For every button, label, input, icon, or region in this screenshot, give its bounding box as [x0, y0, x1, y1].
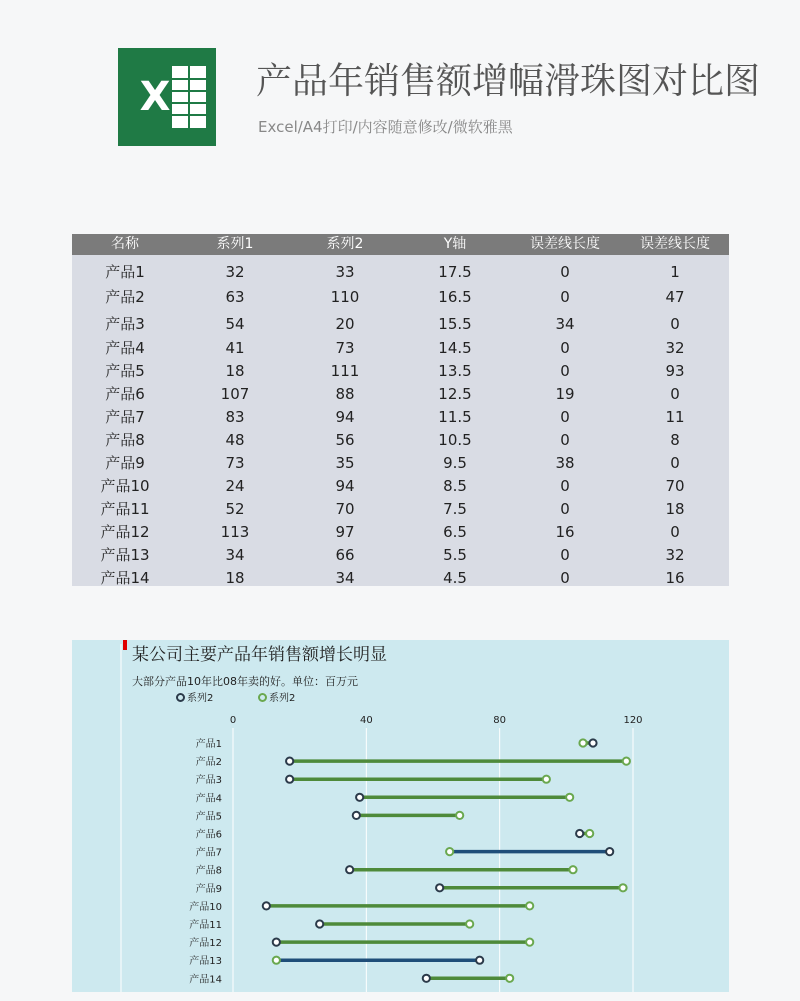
y-axis-value-cell: 12.5 — [438, 385, 472, 403]
category-label: 产品9 — [195, 883, 222, 895]
series1-value-cell: 34 — [225, 546, 245, 564]
category-label: 产品11 — [189, 920, 222, 931]
category-label: 产品10 — [189, 901, 222, 913]
error-bar-length-cell: 70 — [665, 477, 685, 495]
category-label: 产品14 — [189, 974, 222, 986]
table-row — [72, 360, 729, 383]
row-name-cell: 产品10 — [100, 477, 150, 495]
error-bar-length-cell: 0 — [670, 315, 680, 333]
error-bar-length-cell: 19 — [555, 385, 575, 403]
category-label: 产品6 — [195, 829, 222, 841]
series2-value-cell: 94 — [335, 477, 355, 495]
column-header: 误差线长度 — [530, 236, 600, 252]
column-header: Y轴 — [443, 236, 467, 252]
series1-value-cell: 73 — [225, 454, 245, 472]
table-header — [72, 234, 729, 255]
series1-value-cell: 24 — [225, 477, 245, 495]
error-bar-length-cell: 0 — [560, 546, 570, 564]
row-name-cell: 产品3 — [105, 315, 145, 333]
row-name-cell: 产品5 — [105, 362, 145, 380]
row-name-cell: 产品1 — [105, 263, 145, 281]
data-table — [72, 234, 729, 586]
legend-label: 系列2 — [269, 693, 296, 704]
series2-value-cell: 110 — [330, 288, 360, 306]
series2-value-cell: 97 — [335, 523, 355, 541]
series1-value-cell: 113 — [220, 523, 250, 541]
x-tick-label: 40 — [359, 715, 373, 726]
error-bar-length-cell: 11 — [665, 408, 685, 426]
y-axis-value-cell: 15.5 — [438, 315, 472, 333]
table-row — [72, 286, 729, 309]
error-bar-length-cell: 0 — [560, 288, 570, 306]
series1-point — [263, 902, 270, 909]
series1-value-cell: 63 — [225, 288, 245, 306]
excel-logo-letter: X — [139, 74, 171, 120]
series1-point — [589, 739, 596, 746]
column-header: 名称 — [111, 236, 139, 252]
series1-value-cell: 83 — [225, 408, 245, 426]
error-bar-length-cell: 32 — [665, 339, 685, 357]
category-label: 产品12 — [189, 938, 222, 950]
column-header: 误差线长度 — [640, 236, 710, 252]
series2-point — [579, 739, 586, 746]
series1-point — [346, 866, 353, 873]
error-bar-length-cell: 32 — [665, 546, 685, 564]
row-name-cell: 产品6 — [105, 385, 145, 403]
series2-value-cell: 35 — [335, 454, 355, 472]
series2-point — [569, 866, 576, 873]
table-row — [72, 452, 729, 475]
series2-point — [466, 920, 473, 927]
error-bar-length-cell: 0 — [670, 385, 680, 403]
series1-value-cell: 52 — [225, 500, 245, 518]
error-bar-length-cell: 18 — [665, 500, 685, 518]
series2-point — [543, 776, 550, 783]
series2-point — [506, 975, 513, 982]
row-name-cell: 产品12 — [100, 523, 150, 541]
error-bar-length-cell: 0 — [560, 477, 570, 495]
spreadsheet-grid-icon — [172, 66, 206, 128]
series2-point — [273, 957, 280, 964]
y-axis-value-cell: 5.5 — [443, 546, 467, 564]
page-subtitle: Excel/A4打印/内容随意修改/微软雅黑 — [258, 118, 513, 136]
series2-point — [566, 794, 573, 801]
category-label: 产品8 — [195, 865, 222, 877]
series1-value-cell: 54 — [225, 315, 245, 333]
table-row — [72, 383, 729, 406]
x-tick-label: 0 — [229, 715, 237, 726]
series2-value-cell: 94 — [335, 408, 355, 426]
series2-point — [456, 812, 463, 819]
series1-point — [476, 957, 483, 964]
x-tick-label: 80 — [493, 715, 507, 726]
page-title: 产品年销售额增幅滑珠图对比图 — [256, 61, 761, 102]
error-bar-length-cell: 93 — [665, 362, 685, 380]
series2-value-cell: 73 — [335, 339, 355, 357]
y-axis-value-cell: 9.5 — [443, 454, 467, 472]
category-label: 产品1 — [195, 739, 222, 750]
series1-point — [423, 975, 430, 982]
error-bar-length-cell: 16 — [555, 523, 575, 541]
table-row — [72, 475, 729, 498]
y-axis-value-cell: 10.5 — [438, 431, 472, 449]
series1-value-cell: 18 — [225, 569, 245, 586]
series1-point — [286, 776, 293, 783]
series2-point — [526, 939, 533, 946]
row-name-cell: 产品11 — [100, 500, 150, 518]
chart-title: 某公司主要产品年销售额增长明显 — [132, 645, 387, 665]
dumbbell-chart — [72, 640, 729, 992]
table-row — [72, 406, 729, 429]
error-bar-length-cell: 38 — [555, 454, 575, 472]
series2-value-cell: 34 — [335, 569, 355, 586]
category-label: 产品4 — [195, 793, 222, 805]
table-row — [72, 429, 729, 452]
series2-value-cell: 111 — [330, 362, 360, 380]
table-row — [72, 337, 729, 360]
row-name-cell: 产品14 — [100, 569, 150, 586]
y-axis-value-cell: 14.5 — [438, 339, 472, 357]
error-bar-length-cell: 0 — [560, 263, 570, 281]
chart-subtitle: 大部分产品10年比08年卖的好。单位：百万元 — [132, 675, 358, 688]
series2-value-cell: 20 — [335, 315, 355, 333]
series1-point — [356, 794, 363, 801]
category-label: 产品3 — [195, 775, 222, 787]
table-row — [72, 544, 729, 567]
series2-point — [586, 830, 593, 837]
y-axis-value-cell: 4.5 — [443, 569, 467, 586]
series2-value-cell: 70 — [335, 500, 355, 518]
series1-point — [316, 920, 323, 927]
y-axis-value-cell: 16.5 — [438, 288, 472, 306]
y-axis-value-cell: 11.5 — [438, 408, 472, 426]
y-axis-value-cell: 7.5 — [443, 500, 467, 518]
error-bar-length-cell: 0 — [670, 454, 680, 472]
legend-label: 系列2 — [187, 693, 214, 704]
y-axis-value-cell: 13.5 — [438, 362, 472, 380]
table-row — [72, 498, 729, 521]
error-bar-length-cell: 34 — [555, 315, 575, 333]
series1-point — [353, 812, 360, 819]
series2-value-cell: 33 — [335, 263, 355, 281]
series1-value-cell: 18 — [225, 362, 245, 380]
series2-value-cell: 66 — [335, 546, 355, 564]
row-name-cell: 产品4 — [105, 339, 145, 357]
table-row — [72, 521, 729, 544]
table-row — [72, 567, 729, 586]
table-row — [72, 313, 729, 336]
series1-value-cell: 48 — [225, 431, 245, 449]
series2-point — [623, 758, 630, 765]
series2-point — [526, 902, 533, 909]
row-name-cell: 产品9 — [105, 454, 145, 472]
y-axis-value-cell: 6.5 — [443, 523, 467, 541]
series1-value-cell: 41 — [225, 339, 245, 357]
error-bar-length-cell: 0 — [560, 408, 570, 426]
series1-point — [606, 848, 613, 855]
table-row — [72, 261, 729, 284]
series1-value-cell: 107 — [220, 385, 250, 403]
row-name-cell: 产品13 — [100, 546, 150, 564]
series2-value-cell: 56 — [335, 431, 355, 449]
error-bar-length-cell: 0 — [560, 569, 570, 586]
error-bar-length-cell: 47 — [665, 288, 685, 306]
series1-point — [286, 758, 293, 765]
error-bar-length-cell: 0 — [560, 339, 570, 357]
excel-logo-icon — [118, 48, 216, 146]
series1-point — [436, 884, 443, 891]
error-bar-length-cell: 16 — [665, 569, 685, 586]
series2-value-cell: 88 — [335, 385, 355, 403]
series2-point — [619, 884, 626, 891]
series1-point — [273, 939, 280, 946]
category-label: 产品13 — [189, 956, 222, 968]
error-bar-length-cell: 0 — [560, 500, 570, 518]
y-axis-value-cell: 17.5 — [438, 263, 472, 281]
error-bar-length-cell: 0 — [560, 362, 570, 380]
series1-point — [576, 830, 583, 837]
error-bar-length-cell: 8 — [670, 431, 680, 449]
column-header: 系列1 — [216, 236, 254, 252]
series1-value-cell: 32 — [225, 263, 245, 281]
row-name-cell: 产品7 — [105, 408, 145, 426]
y-axis-value-cell: 8.5 — [443, 477, 467, 495]
error-bar-length-cell: 0 — [670, 523, 680, 541]
chart-panel — [72, 640, 729, 992]
column-header: 系列2 — [326, 236, 364, 252]
category-label: 产品5 — [195, 811, 222, 823]
category-label: 产品2 — [195, 757, 222, 769]
row-name-cell: 产品2 — [105, 288, 145, 306]
series2-point — [446, 848, 453, 855]
x-tick-label: 120 — [623, 715, 643, 726]
error-bar-length-cell: 0 — [560, 431, 570, 449]
error-bar-length-cell: 1 — [670, 263, 680, 281]
category-label: 产品7 — [195, 847, 222, 859]
row-name-cell: 产品8 — [105, 431, 145, 449]
